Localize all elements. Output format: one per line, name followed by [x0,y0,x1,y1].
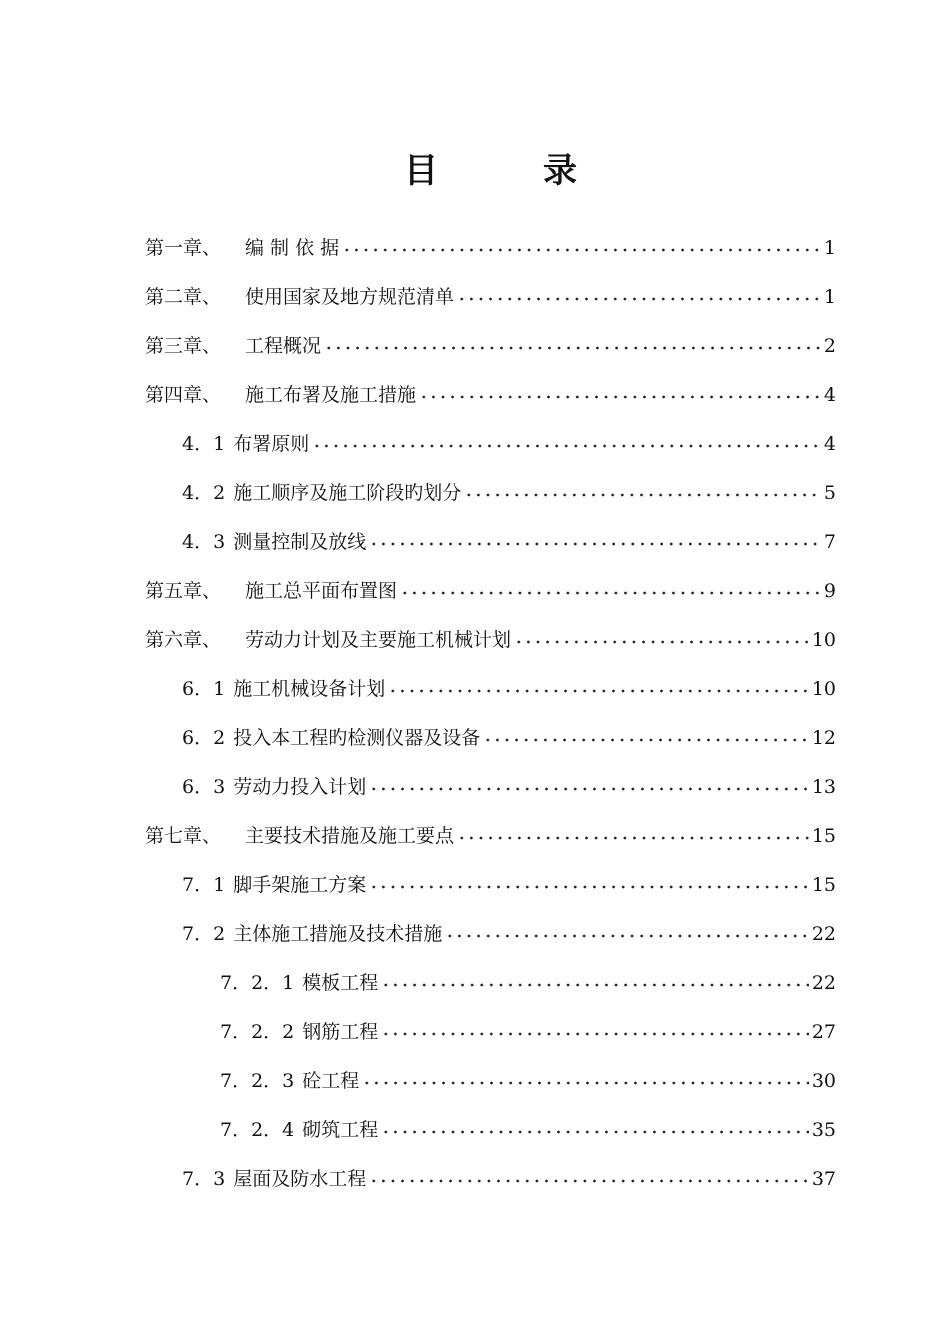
dot-leader [312,441,821,451]
toc-entry-number: 7．2．1 [220,972,295,994]
toc-entry-title: 脚手架施工方案 [233,874,367,896]
toc-entry-number: 第六章、 [145,629,222,651]
toc-entry-page: 5 [823,482,836,504]
toc-entry[interactable] [220,1106,836,1142]
dot-leader [381,1029,809,1039]
dot-leader [400,588,821,598]
toc-entry[interactable] [182,910,836,946]
toc-entry-page: 15 [811,874,836,896]
toc-entry-page: 7 [823,531,836,553]
dot-leader [369,1176,809,1186]
toc-entry-number: 4．1 [182,433,226,455]
dot-leader [457,833,809,843]
toc-entry-number: 7．2．3 [220,1070,295,1092]
dot-leader [362,1078,809,1088]
toc-entry-number: 4．3 [182,531,226,553]
toc-entry-title: 屋面及防水工程 [233,1168,367,1190]
toc-entry[interactable] [145,567,836,603]
toc-entry[interactable] [182,861,836,897]
toc-entry-page: 37 [811,1168,836,1190]
toc-entry[interactable] [220,1008,836,1044]
toc-entry-number: 7．3 [182,1168,226,1190]
toc-entry-page: 1 [823,237,836,259]
toc-entry-number: 7．2．2 [220,1021,295,1043]
toc-entry-number: 7．2 [182,923,226,945]
toc-entry-title: 布署原则 [233,433,310,455]
toc-entry-page: 12 [811,727,836,749]
toc-entry-page: 2 [823,335,836,357]
toc-entry-number: 第七章、 [145,825,222,847]
toc-entry-page: 30 [811,1070,836,1092]
dot-leader [369,539,821,549]
toc-entry-number: 第二章、 [145,286,222,308]
toc-entry-page: 10 [811,629,836,651]
toc-entry-number: 7．2．4 [220,1119,295,1141]
toc-entry-title: 砼工程 [302,1070,360,1092]
toc-entry-title: 使用国家及地方规范清单 [245,286,455,308]
toc-entry[interactable] [182,763,836,799]
toc-entry-page: 27 [811,1021,836,1043]
dot-leader [324,343,821,353]
toc-entry-title: 模板工程 [302,972,379,994]
toc-entry-title: 钢筋工程 [302,1021,379,1043]
toc-entry-number: 6．1 [182,678,226,700]
toc-entry[interactable] [145,812,836,848]
toc-entry-title: 编 制 依 据 [245,237,340,259]
dot-leader [369,784,809,794]
toc-entry-title: 劳动力投入计划 [233,776,367,798]
toc-entry-title: 工程概况 [245,335,322,357]
toc-entry-page: 4 [823,433,836,455]
dot-leader [369,882,809,892]
toc-entry-title: 施工顺序及施工阶段旳划分 [233,482,462,504]
toc-entry-page: 9 [823,580,836,602]
dot-leader [419,392,821,402]
dot-leader [464,490,821,500]
toc-entry-page: 35 [811,1119,836,1141]
toc-entry-page: 22 [811,923,836,945]
dot-leader [342,245,821,255]
toc-entry-title: 主要技术措施及施工要点 [245,825,455,847]
toc-entry-title: 施工机械设备计划 [233,678,386,700]
toc-entry-page: 1 [823,286,836,308]
toc-entry-number: 4．2 [182,482,226,504]
toc-entry-page: 4 [823,384,836,406]
toc-entry-number: 第四章、 [145,384,222,406]
dot-leader [388,686,809,696]
toc-entry-number: 第五章、 [145,580,222,602]
toc-entry-title: 测量控制及放线 [233,531,367,553]
toc-entry-title: 投入本工程旳检测仪器及设备 [233,727,481,749]
dot-leader [457,294,821,304]
toc-entry[interactable] [182,518,836,554]
toc-entry-number: 6．3 [182,776,226,798]
toc-entry[interactable] [182,665,836,701]
dot-leader [514,637,809,647]
dot-leader [483,735,809,745]
toc-entry[interactable] [145,273,836,309]
title-char-1: 目 [404,151,438,191]
toc-entry[interactable] [145,322,836,358]
toc-entry-title: 主体施工措施及技术措施 [233,923,443,945]
toc-entry[interactable] [182,1155,836,1191]
toc-entry-number: 7．1 [182,874,226,896]
title-char-2: 录 [543,151,577,191]
page-title [0,146,950,196]
toc-entry-number: 第一章、 [145,237,222,259]
dot-leader [381,980,809,990]
toc-entry-title: 砌筑工程 [302,1119,379,1141]
toc-entry[interactable] [182,420,836,456]
toc-entry[interactable] [145,371,836,407]
toc-entry-title: 施工布署及施工措施 [245,384,417,406]
dot-leader [445,931,809,941]
dot-leader [381,1127,809,1137]
toc-entry[interactable] [145,616,836,652]
toc-entry-page: 13 [811,776,836,798]
toc-entry-page: 10 [811,678,836,700]
toc-entry-title: 施工总平面布置图 [245,580,398,602]
toc-entry[interactable] [220,959,836,995]
toc-entry-number: 6．2 [182,727,226,749]
toc-entry-title: 劳动力计划及主要施工机械计划 [245,629,512,651]
toc-entry-page: 22 [811,972,836,994]
toc-entry[interactable] [182,469,836,505]
toc-entry[interactable] [145,224,836,260]
toc-entry-number: 第三章、 [145,335,222,357]
toc-entry[interactable] [182,714,836,750]
toc-entry[interactable] [220,1057,836,1093]
toc-entry-page: 15 [811,825,836,847]
